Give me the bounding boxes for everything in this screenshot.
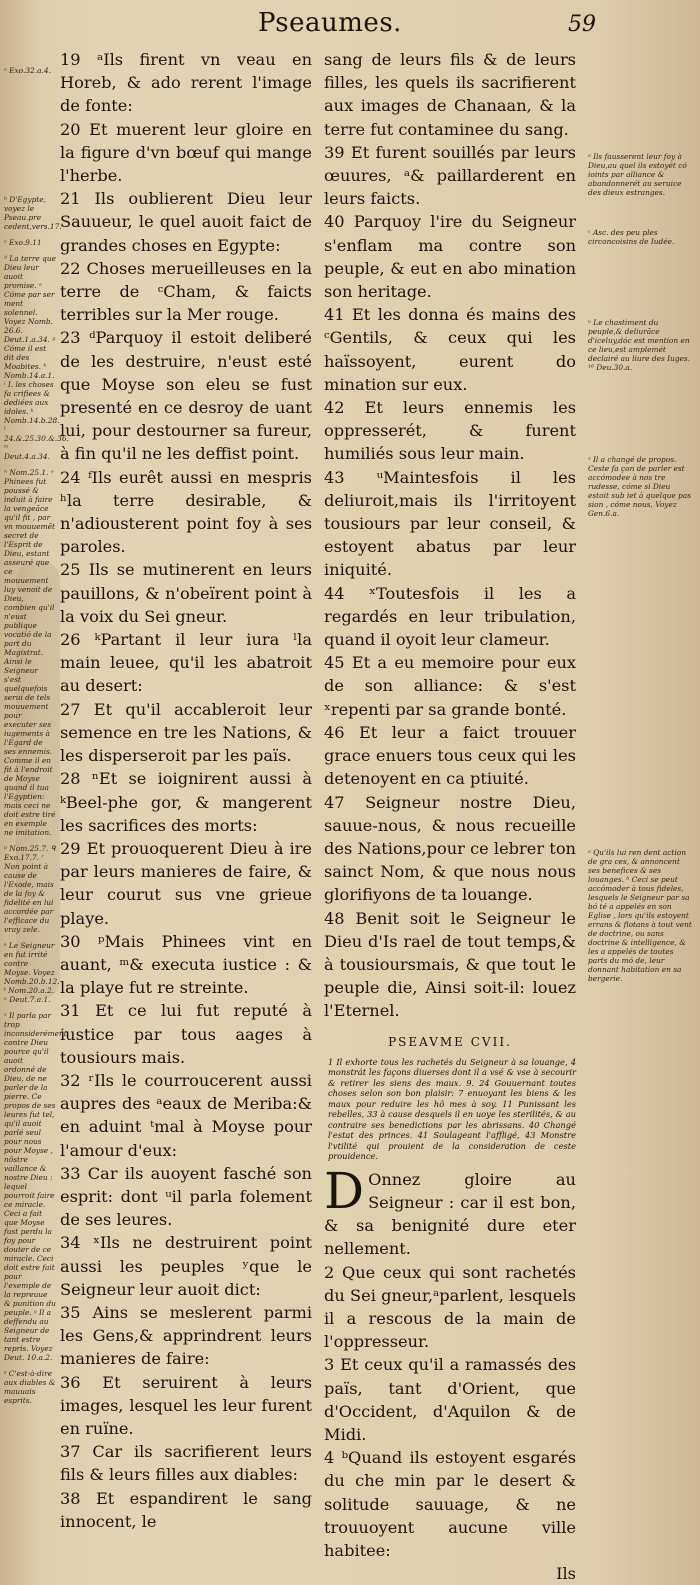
verse: 48 Benit soit le Seigneur le Dieu d'Is rael de tout temps,& à tousioursmais, & que tout le peuple die, Ainsi soit-il: louez l'Eternel.: [324, 908, 576, 1021]
margin-note: ᶻ C'est-à-dire aux diables & mauuais esprits.: [4, 1369, 56, 1405]
margin-note: ˣ Il parla par trop inconsiderément contre Dieu pource qu'il auoit ordonné de Dieu, de ne parler de la pierre. Ce propos de ses leures fut tel, qu'il auoit parlé seul pour nous pour Moyse , nôstre vaillance & nostre Dieu : lequel pourroit faire ce miracle. Ceci a fait que Moyse fust perdu la foy pour douter de ce miracle. Ceci doit estre fait pour l'exemple de la repreuue & punition du peuple. ʸ Il a deffendu au Seigneur de tant estre repris. Voyez Deut. 10.a.2.: [4, 1011, 67, 1362]
page-header: [0, 8, 700, 38]
folio-number: 59: [568, 12, 596, 37]
verse: 33 Car ils auoyent fasché son esprit: dont ᵘil parla folement de ses leures.: [60, 1163, 312, 1230]
margin-note: ᵃ Ils fausserent leur foy à Dieu,au quel ils estoyét có ioints par alliance & abandonnerét au seruice des dieux estranges.: [588, 152, 687, 197]
verse: 38 Et espandirent le sang innocent, le: [60, 1488, 312, 1531]
verse: 47 Seigneur nostre Dieu, sauue-nous, & nous recueille des Nations,pour ce lebrer ton sainct Nom, & que nous nous glorifiyons de ta louange.: [324, 792, 576, 905]
verse: 25 Ils se mutinerent en leurs pauillons, & n'obeïrent point à la voix du Sei gneur.: [60, 560, 312, 626]
verse: 45 Et a eu memoire pour eux de son alliance: & s'est ˣrepenti par sa grande bonté.: [324, 653, 576, 719]
running-title: Pseaumes.: [258, 8, 402, 38]
margin-note: ᵇ D'Egypte, voyez le Pseau.pre cedent,vers.17.: [4, 195, 62, 231]
verse: 39 Et furent souillés par leurs œuures, ᵃ& paillarderent en leurs faicts.: [324, 142, 576, 209]
verse: 28 ⁿEt se ioignirent aussi à ᵏBeel-phe gor, & mangerent les sacrifices des morts:: [60, 769, 312, 835]
verse: 24 ᶠIls eurêt aussi en mespris ʰla terre desirable, & n'adiousterent point foy à ses paroles.: [60, 467, 312, 557]
verse: 36 Et seruirent à leurs images, lesquel les leur furent en ruïne.: [60, 1372, 312, 1438]
verse: 23 ᵈParquoy il estoit deliberé de les destruire, n'eust esté que Moyse son eleu se fust presenté en ce desroy de uant lui, pour destourner sa fureur, à fin qu'il ne les deffist point.: [60, 328, 312, 464]
psalm-first-verse: [324, 1161, 576, 1261]
verse: 20 Et muerent leur gloire en la figure d'vn bœuf qui mange l'herbe.: [60, 119, 312, 186]
verse: sang de leurs fils & de leurs filles, les quels ils sacrifierent aux images de Chanaan, & la terre fut contaminee du sang.: [324, 50, 576, 139]
psalm-argument: 1 Il exhorte tous les rachetés du Seigneur à sa louange, 4 monstrát les façons diuerses dont il a vsé & vse à secourir & retirer les siens des maux. 9. 24 Gouuernant toutes choses selon son bon plaisir: 7 enuoyant les biens & les maux pour reduire les hô mes à soy. 11 Punissant les rebelles, 33 à cause desquels il en uoye les sterilités, & au contraire ses benedictions par les abrissans. 40 Changé l'estat des princes. 41 Soulageant l'affligé, 43 Monstre l'vtilité qui prouient de la consideration de ceste prouidence.: [328, 1056, 576, 1162]
right-text-column: [324, 48, 576, 1585]
margin-note: ˢ Le Seigneur en fut irrité contre Moyse. Voyez Nomb.20.b.12. ᵗ Nom.20.a.2. ᵘ Deut.7.a.1.: [4, 941, 60, 1004]
verse: 30 ᵖMais Phinees vint en auant, ᵐ& executa iustice : & la playe fut re streinte.: [60, 931, 312, 998]
first-verse-text: Onnez gloire au Seigneur : car il est bon, & sa benignité dure eter nellement.: [324, 1169, 576, 1259]
verse: 43 ᵘMaintesfois il les deliuroit,mais ils l'irritoyent tousiours par leur conseil, & estoyent abatus par leur iniquité.: [324, 467, 576, 580]
margin-note: ⁿ Nom.25.1. ᵒ Phinees fut poussé & induit à faire la vengeãce qu'il fit , par vn mouuemẽt secret de l'Esprit de Dieu, estant asseuré que ce mouuement luy venoit de Dieu, combien qu'il n'eust publique vocatió de la part du Magistrat. Ainsi le Seigneur s'est quelquefois serui de tels mouuement pour executer ses iugements à l'Egard de ses ennemis. Comme il en fit à l'endroit de Moyse quand il tua l'Egyptien: mais ceci ne doit estre tiré en exemple ne imitation.: [4, 468, 56, 837]
left-margin-notes: [4, 66, 69, 1412]
margin-note: ˣ Il a changé de propos. Ceste fa çon de parler est accómodee à nos tre rudesse, cóme si Dieu estoit sub iet à quelque pas sion , cóme nous, Voyez Gen.6.a.: [588, 455, 692, 518]
verse: 19 ᵃIls firent vn veau en Horeb, & ado rerent l'image de fonte:: [60, 50, 312, 116]
margin-note: ᵃ Qu'ils lui ren dent action de gra ces, & annoncent ses benefices & ses louanges. ᵇ Ceci se peut accómoder à tous fideles, lesquels le Seigneur par sa bó té a appelés en son Eglise , lors qu'ils estoyent errans & flotans à tout vent de doctrine, ou sans doctrine & intelligence, & les a appelés de toutes parts du mó de, leur donnant habitation en sa bergerie.: [588, 848, 692, 983]
verse: 26 ᵏPartant il leur iura ˡla main leuee, qu'il les abatroit au desert:: [60, 630, 312, 696]
margin-note: ᶜ Exo.9.11: [4, 238, 42, 247]
verse: 37 Car ils sacrifierent leurs fils & leurs filles aux diables:: [60, 1442, 312, 1485]
verse: 44 ˣToutesfois il les a regardés en leur tribulation, quand il oyoit leur clameur.: [324, 583, 576, 650]
margin-note: ᵃ Exo.32.a.4.: [4, 66, 51, 75]
verse: 41 Et les donna és mains des ᶜGentils, & ceux qui les haïssoyent, eurent do mination sur eux.: [324, 305, 576, 394]
margin-note: ᵈ La terre que Dieu leur auoit promise. ᵉ Cóme par ser ment solennel. Voyez Nomb. 26.6. Deut.1.a.34. ᵍ Cóme il est dit des Moabites. ʰ Nomb.14.a.1. ⁱ I. les choses fa crifiees & dediées aux idoles. ᵏ Nomb.14.b.28. ˡ 24.&.25.30.&.36. ᵐ Deut.4.a.34.: [4, 254, 69, 461]
psalm-heading: PSEAVME CVII.: [388, 1034, 512, 1049]
verse: 31 Et ce lui fut reputé à iustice par tous aages à tousiours mais.: [60, 1001, 312, 1067]
verse: 3 Et ceux qu'il a ramassés des païs, tant d'Orient, que d'Occident, d'Aquilon & de Midi.: [324, 1355, 576, 1444]
verse: 4 ᵇQuand ils estoyent esgarés du che min par le desert & solitude sauuage, & ne trouuoyent aucune ville habitee:: [324, 1448, 576, 1560]
verse: 42 Et leurs ennemis les oppresserét, & furent humiliés sous leur main.: [324, 398, 576, 464]
verse: 22 Choses merueilleuses en la terre de ᶜCham, & faicts terribles sur la Mer rouge.: [60, 258, 312, 325]
verse: 27 Et qu'il accableroit leur semence en tre les Nations, & les disperseroit par les païs.: [60, 699, 312, 766]
margin-note: ᶜ Asc. des peu ples circoncoisins de Iudée.: [588, 228, 675, 246]
margin-note: ᵖ Nom.25.7. ᑫ Exo.17.7. ʳ Non point à cause de l'Exode, mais de la foy & fidelité en lui accordée par l'efficace du vray zele.: [4, 844, 56, 934]
verse: 34 ˣIls ne destruirent point aussi les peuples ʸque le Seigneur leur auoit dict:: [60, 1233, 312, 1299]
drop-cap-initial: D: [324, 1161, 365, 1220]
verse: 35 Ains se meslerent parmi les Gens,& apprindrent leurs manieres de faire:: [60, 1302, 312, 1369]
margin-note: ᵘ Le chastiment du peuple,& deliurãce d'iceluy,dóc est mention en ce lieu,est amplemét declairé au liure des Iuges. ¹⁶ Deu.30.a.: [588, 318, 691, 372]
left-text-column: [60, 48, 312, 1533]
verse: 29 Et prouoquerent Dieu à ire par leurs manieres de faire, & leur courut sus vne grieue playe.: [60, 838, 312, 928]
verse: 32 ʳIls le courroucerent aussi aupres des ᵃeaux de Meriba:& en aduint ᵗmal à Moyse pour l'amour d'eux:: [60, 1070, 312, 1160]
verse: 2 Que ceux qui sont rachetés du Sei gneur,ᵃparlent, lesquels il a rescous de la main de l'oppresseur.: [324, 1262, 576, 1352]
catchword: Ils: [556, 1564, 576, 1584]
verse: 21 Ils oublierent Dieu leur Sauueur, le quel auoit faict de grandes choses en Egypte:: [60, 189, 312, 255]
verse: 40 Parquoy l'ire du Seigneur s'enflam ma contre son peuple, & eut en abo mination son heritage.: [324, 212, 576, 302]
verse: 46 Et leur a faict trouuer grace enuers tous ceux qui les detenoyent en ca ptiuité.: [324, 722, 576, 789]
